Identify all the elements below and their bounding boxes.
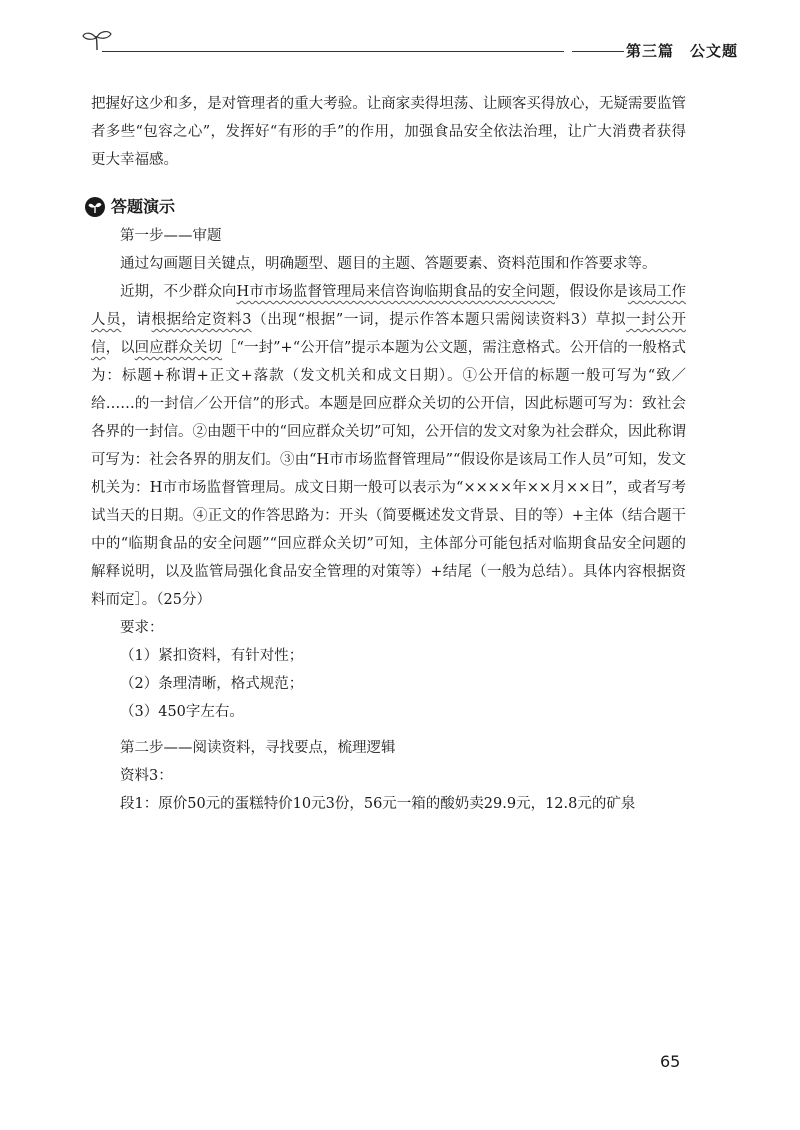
section-heading — [85, 192, 686, 222]
section-title: 答题演示 — [111, 197, 176, 216]
requirement-item: （1）紧扣资料，有针对性； — [120, 648, 304, 664]
header-topic: 公文题 — [690, 42, 739, 60]
underlined-key-phrase: 一封公开信 — [91, 312, 687, 356]
header-rule — [102, 51, 564, 52]
underlined-key-phrase: H市市场监督管理局来信咨询临期食品的安全问题 — [236, 284, 555, 300]
requirement-item: （3）450字左右。 — [120, 704, 244, 720]
header-part: 第三篇 — [626, 42, 675, 60]
sprout-icon — [80, 28, 114, 52]
header-title — [626, 40, 776, 61]
underlined-key-phrase: 根据给定资料3 — [151, 312, 252, 328]
sprout-badge-icon — [85, 197, 105, 217]
underlined-key-phrase: 该局工作人员 — [91, 284, 686, 328]
intro-paragraph: 把握好这少和多，是对管理者的重大考验。让商家卖得坦荡、让顾客买得放心，无疑需要监管者多些“包容之心”，发挥好“有形的手”的作用，加强食品安全依法治理，让广大消费者获得更大幸福感。 — [91, 96, 686, 168]
requirements-label: 要求： — [120, 620, 164, 636]
step1-paragraph-1: 通过勾画题目关键点，明确题型、题目的主题、答题要素、资料范围和作答要求等。 — [120, 256, 657, 272]
requirement-item: （2）条理清晰，格式规范； — [120, 676, 304, 692]
step2-title: 第二步——阅读资料，寻找要点，梳理逻辑 — [120, 740, 396, 756]
page-number: 65 — [660, 1052, 681, 1071]
material-label: 资料3： — [120, 768, 173, 784]
header-rule-short — [572, 51, 624, 52]
material-paragraph-1: 段1：原价50元的蛋糕特价10元3份，56元一箱的酸奶卖29.9元，12.8元的矿泉 — [120, 796, 636, 812]
step1-question-paragraph: 近期，不少群众向H市市场监督管理局来信咨询临期食品的安全问题，假设你是该局工作人员，请根据给定资料3（出现“根据”一词，提示作答本题只需阅读资料3）草拟一封公开信，以回应群众关切［“一封”+“公开信”提示本题为公文题，需注意格式。公开信的一般格式为：标题+称谓+正文+落款（发文机关和成文日期）。①公开信的标题一般可写为“致／给……的一封信／公开信”的形式。本题是回应群众关切的公开信，因此标题可写为：致社会各界的一封信。②由题干中的“回应群众关切”可知，公开信的发文对象为社会群众，因此称谓可写为：社会各界的朋友们。③由“H市市场监督管理局”“假设你是该局工作人员”可知，发文机关为：H市市场监督管理局。成文日期一般可以表示为“××××年××月××日”，或者写考试当天的日期。④正文的作答思路为：开头（简要概述发文背景、目的等）+主体（结合题干中的“临期食品的安全问题”“回应群众关切”可知，主体部分可能包括对临期食品安全问题的解释说明，以及监管局强化食品安全管理的对策等）+结尾（一般为总结）。具体内容根据资料而定］。（25分） — [91, 284, 687, 608]
page-body — [91, 90, 686, 818]
step1-title: 第一步——审题 — [120, 228, 222, 244]
running-header — [80, 28, 739, 68]
underlined-key-phrase: 回应群众关切 — [134, 340, 222, 356]
